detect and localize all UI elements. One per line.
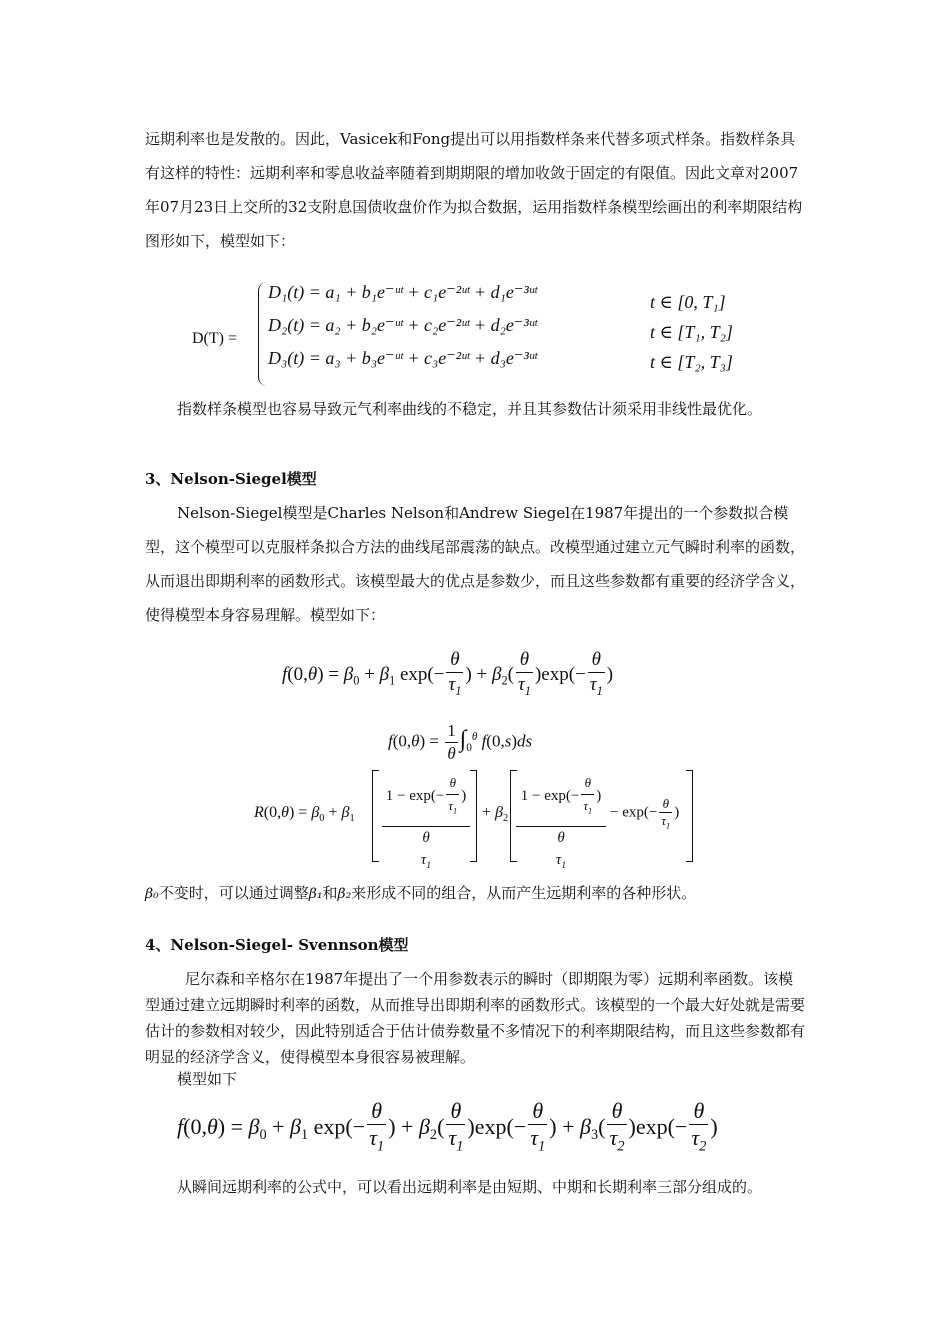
- paragraph-model-label: 模型如下: [177, 1070, 238, 1088]
- nss-forward-equation: $f(0,\theta) = \beta_0 + \beta_1$ exp(− $\frac{\theta}{\tau_1}$ ) + $\beta_2$( $\frac{\theta}{\tau_1}$ )exp(− $\frac{\theta}{\tau_1}$ ) + $\beta_3$( $\frac{\theta}{\tau_2}$ )exp(− $\frac{\theta}{\tau_2}$ ): [177, 1098, 718, 1155]
- ns-spot-tail: − exp(− $\frac{\theta}{\tau_1}$ ): [610, 796, 680, 831]
- paragraph-forward-components: 从瞬间远期利率的公式中，可以看出远期利率是由短期、中期和长期利率三部分组成的。: [177, 1178, 763, 1196]
- beta0-symbol: β₀: [145, 886, 159, 902]
- ns-spot-beta2: + $\beta_2$: [482, 804, 509, 825]
- ns-spot-term-1: 1 − exp(− $\frac{\theta}{\tau_1}$ ) θ $\tau_1$: [382, 772, 470, 877]
- dt-row-3: D₃(t) = a₃ + b₃e⁻ᵘᵗ + c₃e⁻²ᵘᵗ + d₃e⁻³ᵘᵗ: [268, 348, 538, 368]
- dt-row-2: D₂(t) = a₂ + b₂e⁻ᵘᵗ + c₂e⁻²ᵘᵗ + d₂e⁻³ᵘᵗ: [268, 315, 538, 335]
- ns-integral-equation: f(0,θ) = $\frac{1}{\theta}$ $\int_0^\theta$ f(0,s)ds: [388, 721, 533, 763]
- bracket-right-2: [686, 770, 693, 862]
- paragraph-exponential-spline: 远期利率也是发散的。因此，Vasicek和Fong提出可以用指数样条来代替多项式样条。指数样条具有这样的特性：远期利率和零息收益率随着到期期限的增加收敛于固定的有限值。因此文章对2007年07月23日上交所的32支附息国债收盘价作为拟合数据，运用指数样条模型绘画出的利率期限结构图形如下，模型如下：: [145, 130, 803, 250]
- dt-domain-3: t ∈ [T₂, T₃]: [650, 352, 733, 372]
- ns-forward-equation: $f(0,\theta) = \beta_0 + \beta_1$ exp(− $\frac{\theta}{\tau_1}$ ) + $\beta_2$( $\frac{\theta}{\tau_1}$ )exp(− $\frac{\theta}{\tau_1}$ ): [282, 649, 614, 698]
- ns-spot-term-2: 1 − exp(− $\frac{\theta}{\tau_1}$ ) θ $\tau_1$: [516, 772, 606, 877]
- paragraph-nelson-siegel: Nelson-Siegel模型是Charles Nelson和Andrew Siegel在1987年提出的一个参数拟合模型，这个模型可以克服样条拟合方法的曲线尾部震荡的缺点。改模型通过建立元气瞬时利率的函数，从而退出即期利率的函数形式。该模型最大的优点是参数少，而且这些参数都有重要的经济学含义，使得模型本身容易理解。模型如下：: [145, 504, 806, 624]
- piecewise-brace: [258, 282, 267, 386]
- heading-nelson-siegel: 3、Nelson-Siegel模型: [145, 470, 317, 488]
- dt-label: D(T) =: [192, 330, 238, 347]
- dt-domain-1: t ∈ [0, T₁]: [650, 292, 726, 312]
- paragraph-nss-intro: 尼尔森和辛格尔在1987年提出了一个用参数表示的瞬时（即期限为零）远期利率函数。该模型通过建立远期瞬时利率的函数，从而推导出即期利率的函数形式。该模型的一个最大好处就是需要估计的参数相对较少，因此特别适合于估计债券数量不多情况下的利率期限结构，而且这些参数都有明显的经济学含义，使得模型本身很容易被理解。: [145, 970, 806, 1066]
- dt-domain-2: t ∈ [T₁, T₂]: [650, 322, 733, 342]
- beta1-symbol: β₁: [308, 886, 323, 902]
- bracket-left-1: [372, 770, 379, 862]
- beta2-symbol: β₂: [337, 886, 352, 902]
- paragraph-spline-drawback: 指数样条模型也容易导致元气利率曲线的不稳定，并且其参数估计须采用非线性最优化。: [177, 400, 763, 418]
- paragraph-beta-shapes: β₀不变时，可以通过调整β₁和β₂来形成不同的组合，从而产生远期利率的各种形状。: [145, 884, 697, 902]
- bracket-right-1: [470, 770, 477, 862]
- ns-spot-prefix: $R(0,\theta) = \beta_0 + \beta_1$: [254, 804, 355, 825]
- heading-nss: 4、Nelson-Siegel- Svennson模型: [145, 936, 409, 954]
- dt-row-1: D₁(t) = a₁ + b₁e⁻ᵘᵗ + c₁e⁻²ᵘᵗ + d₁e⁻³ᵘᵗ: [268, 282, 538, 302]
